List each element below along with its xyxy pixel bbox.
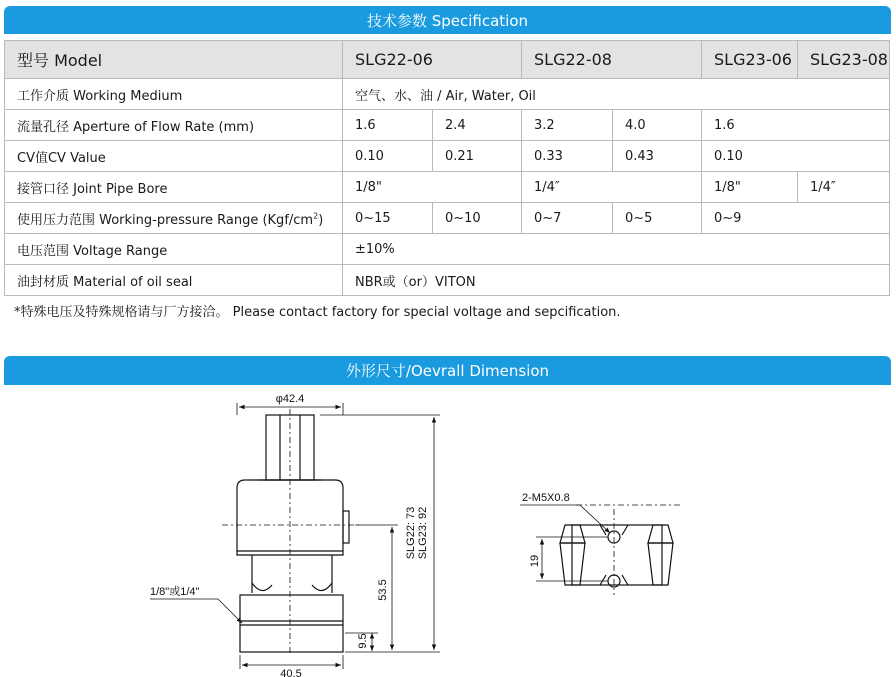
table-row-bore: [5, 172, 890, 203]
specification-banner-title: 技术参数 Specification: [366, 11, 529, 30]
pressure-cell: 0~9: [702, 203, 890, 234]
screw-leader: [580, 505, 610, 533]
cv-cell: 0.33: [522, 141, 613, 172]
header-model-label: 型号 Model: [5, 41, 343, 79]
dimension-drawing: [0, 385, 896, 677]
bracket-ear-right: [648, 525, 673, 543]
cv-cell: 0.43: [613, 141, 702, 172]
switch-side-view: [237, 415, 349, 652]
pressure-cell: 0~15: [343, 203, 433, 234]
row-label: CV值CV Value: [5, 141, 343, 172]
thread-leader: [218, 599, 242, 623]
aperture-cell: 2.4: [433, 110, 522, 141]
bore-cell: 1/8": [702, 172, 798, 203]
aperture-cell: 1.6: [702, 110, 890, 141]
table-row-cv: [5, 141, 890, 172]
aperture-cell: 4.0: [613, 110, 702, 141]
dim-width: 40.5: [280, 668, 302, 677]
header-model-slg22-08: SLG22-08: [522, 41, 702, 79]
header-model-slg23-08: SLG23-08: [798, 41, 890, 79]
row-label: [5, 203, 343, 234]
aperture-cell: 3.2: [522, 110, 613, 141]
pressure-label-superscript: 2: [313, 211, 319, 221]
footnote: *特殊电压及特殊规格请与厂方接洽。 Please contact factory for special voltage and sepcification.: [14, 305, 621, 320]
table-row-voltage: [5, 234, 890, 265]
bore-cell: 1/4″: [798, 172, 890, 203]
specification-table: [4, 40, 890, 296]
pressure-label-text: 使用压力范围 Working-pressure Range (Kgf/cm: [17, 212, 314, 228]
row-label: 接管口径 Joint Pipe Bore: [5, 172, 343, 203]
bore-cell: 1/8": [343, 172, 522, 203]
aperture-cell: 1.6: [343, 110, 433, 141]
table-header-row: [5, 41, 890, 79]
row-label: 流量孔径 Aperture of Flow Rate (mm): [5, 110, 343, 141]
thread-label: 1/8"或1/4": [150, 586, 200, 598]
hole-spacing-label: 19: [529, 554, 541, 568]
pressure-label-close: ): [318, 212, 324, 228]
dim-diameter: φ42.4: [275, 393, 305, 405]
bore-cell: 1/4″: [522, 172, 702, 203]
table-row-seal: [5, 265, 890, 296]
dim-height-slg23: SLG23: 92: [417, 506, 429, 560]
cv-cell: 0.21: [433, 141, 522, 172]
specification-banner: [4, 6, 891, 34]
seal-value: NBR或（or）VITON: [343, 265, 890, 296]
table-row-aperture: [5, 110, 890, 141]
cv-cell: 0.10: [702, 141, 890, 172]
header-model-slg22-06: SLG22-06: [343, 41, 522, 79]
pressure-cell: 0~7: [522, 203, 613, 234]
pressure-cell: 0~10: [433, 203, 522, 234]
dim-low: 9.5: [357, 633, 369, 649]
dim-mid: 53.5: [377, 579, 389, 601]
bracket-view: [560, 525, 673, 587]
bottom-fitting: [240, 595, 343, 652]
pressure-cell: 0~5: [613, 203, 702, 234]
voltage-value: ±10%: [343, 234, 890, 265]
screw-label: 2-M5X0.8: [522, 492, 570, 504]
dimension-banner: [4, 356, 891, 385]
medium-value: 空气、水、油 / Air, Water, Oil: [343, 79, 890, 110]
cv-cell: 0.10: [343, 141, 433, 172]
header-model-slg23-06: SLG23-06: [702, 41, 798, 79]
dim-height-slg22: SLG22: 73: [405, 506, 417, 560]
row-label: 电压范围 Voltage Range: [5, 234, 343, 265]
table-row-medium: [5, 79, 890, 110]
dimension-banner-title: 外形尺寸/Oevrall Dimension: [345, 362, 550, 380]
row-label: 油封材质 Material of oil seal: [5, 265, 343, 296]
row-label: 工作介质 Working Medium: [5, 79, 343, 110]
table-row-pressure: [5, 203, 890, 234]
